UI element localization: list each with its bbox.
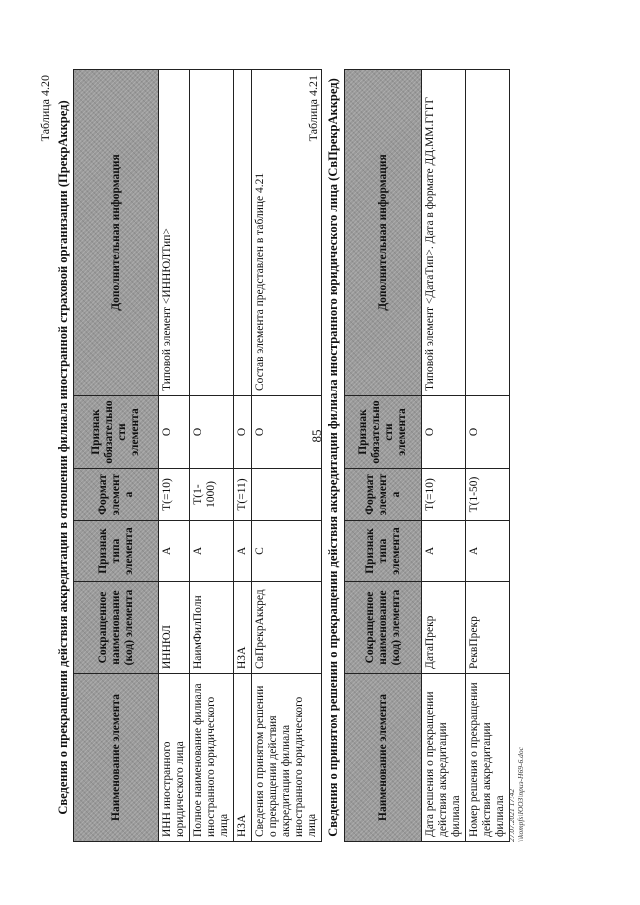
cell: Сведения о принятом решении о прекращении действия аккредитации филиала иностранного юридического лица (252, 674, 322, 842)
cell: О (422, 396, 466, 469)
cell: Типовой элемент <ИННЮЛТип> (159, 70, 190, 396)
cell: НЗА (234, 582, 252, 674)
cell: СвПрекрАккред (252, 582, 322, 674)
cell: T(1-50) (466, 469, 510, 521)
cell: Номер решения о прекращении действия аккредитации филиала (466, 674, 510, 842)
table-header-row (74, 70, 159, 842)
cell: Типовой элемент <ДатаТип>. Дата в формате ДД.ММ.ГГГГ (422, 70, 466, 396)
cell: А (190, 521, 234, 582)
cell: Состав элемента представлен в таблице 4.21 (252, 70, 322, 396)
header-name: Наименование элемента (345, 674, 422, 842)
table-4-20 (73, 69, 322, 842)
cell: T(=10) (422, 469, 466, 521)
table-row (159, 70, 190, 842)
header-format: Формат элемента (74, 469, 159, 521)
cell: T(1-1000) (190, 469, 234, 521)
header-code: Сокращенное наименование (код) элемента (345, 582, 422, 674)
cell: О (190, 396, 234, 469)
cell: ИННЮЛ (159, 582, 190, 674)
page-number: 85 (309, 429, 324, 443)
cell (234, 70, 252, 396)
cell: С (252, 521, 322, 582)
table-4-21 (344, 69, 510, 842)
cell: ИНН иностранного юридического лица (159, 674, 190, 842)
table-title-4-20: Сведения о прекращении действия аккредитации в отношении филиала иностранной страховой организации (ПрекрАккред) (56, 100, 70, 815)
cell: Полное наименование филиала иностранного юридического лица (190, 674, 234, 842)
header-required: Признак обязательности элемента (74, 396, 159, 469)
cell: О (234, 396, 252, 469)
cell: Дата решения о прекращении действия аккредитации филиала (422, 674, 466, 842)
cell: РеквПрекр (466, 582, 510, 674)
cell: А (159, 521, 190, 582)
cell (252, 469, 322, 521)
cell: T(=11) (234, 469, 252, 521)
cell (466, 70, 510, 396)
table-row (190, 70, 234, 842)
footer-timestamp: 27.07.2021 17:42 (507, 788, 516, 842)
cell: А (466, 521, 510, 582)
table-row (422, 70, 466, 842)
table-row (234, 70, 252, 842)
table-number-4-21: Таблица 4.21 (306, 75, 320, 142)
header-code: Сокращенное наименование (код) элемента (74, 582, 159, 674)
table-title-4-21: Сведения о принятом решении о прекращении действия аккредитации филиала иностранного юридического лица (СвПрекрАккред) (326, 78, 340, 837)
file-footer (507, 582, 525, 842)
header-info: Дополнительная информация (74, 70, 159, 396)
header-format: Формат элемента (345, 469, 422, 521)
header-info: Дополнительная информация (345, 70, 422, 396)
cell: А (422, 521, 466, 582)
table-number-4-20: Таблица 4.20 (38, 75, 52, 142)
cell: НЗА (234, 674, 252, 842)
cell: НаимФилПолн (190, 582, 234, 674)
table-header-row (345, 70, 422, 842)
cell: T(=10) (159, 469, 190, 521)
cell: О (252, 396, 322, 469)
header-name: Наименование элемента (74, 674, 159, 842)
table-row (466, 70, 510, 842)
header-type: Признак типа элемента (74, 521, 159, 582)
footer-path: \\kompfs\ЮОЗ\приз-Н69-6.doc (516, 747, 525, 842)
cell: ДатаПрекр (422, 582, 466, 674)
header-type: Признак типа элемента (345, 521, 422, 582)
header-required: Признак обязательности элемента (345, 396, 422, 469)
cell: А (234, 521, 252, 582)
cell: О (466, 396, 510, 469)
cell (190, 70, 234, 396)
cell: О (159, 396, 190, 469)
